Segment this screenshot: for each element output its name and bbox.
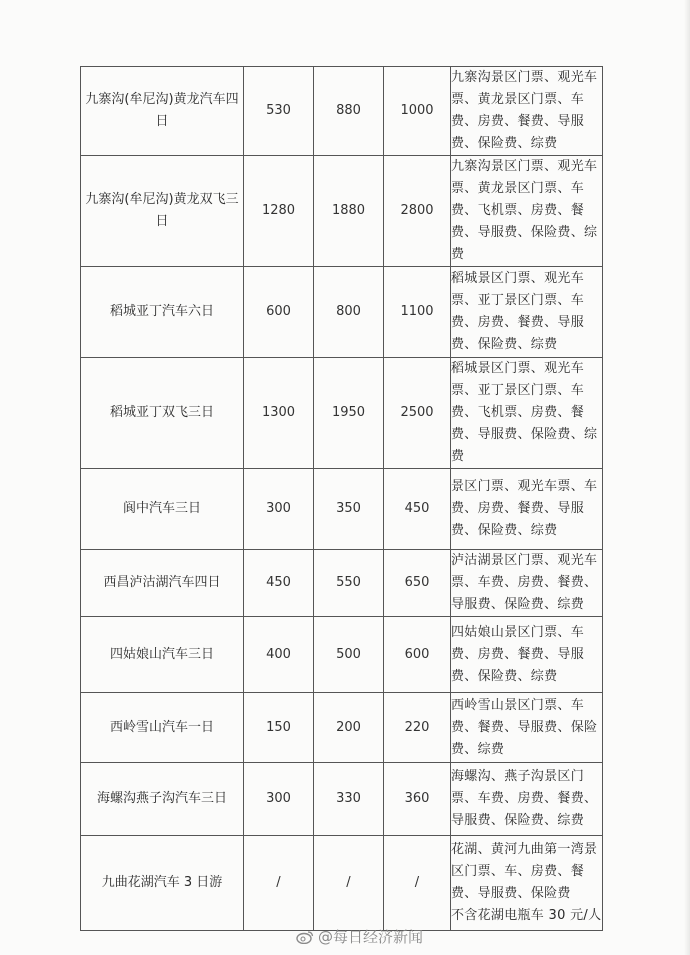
- includes-cell: 稻城景区门票、观光车票、亚丁景区门票、车费、房费、餐费、导服费、保险费、综费: [451, 267, 603, 358]
- price-cell-2: 330: [314, 763, 384, 836]
- price-cell-3: 220: [384, 693, 451, 763]
- table-row: [81, 836, 603, 931]
- includes-note: 不含花湖电瓶车 30 元/人: [451, 908, 602, 923]
- price-cell-2: 200: [314, 693, 384, 763]
- price-cell-3: 1000: [384, 67, 451, 156]
- price-cell-1: 1280: [244, 156, 314, 267]
- price-cell-2: 500: [314, 617, 384, 693]
- includes-cell: 九寨沟景区门票、观光车票、黄龙景区门票、车费、飞机票、房费、餐费、导服费、保险费、综费: [451, 156, 603, 267]
- route-name-cell: 九寨沟(牟尼沟)黄龙双飞三日: [81, 156, 244, 267]
- price-cell-1: 150: [244, 693, 314, 763]
- price-cell-3: 2500: [384, 358, 451, 469]
- tour-price-table: [80, 66, 603, 931]
- table-row: [81, 763, 603, 836]
- price-cell-3: 650: [384, 550, 451, 617]
- route-name-cell: 九寨沟(牟尼沟)黄龙汽车四日: [81, 67, 244, 156]
- route-name-cell: 稻城亚丁双飞三日: [81, 358, 244, 469]
- table-row: [81, 156, 603, 267]
- price-cell-2: 880: [314, 67, 384, 156]
- price-cell-1: 300: [244, 469, 314, 550]
- price-cell-3: 2800: [384, 156, 451, 267]
- includes-text: 花湖、黄河九曲第一湾景区门票、车、房费、餐费、导服费、保险费: [451, 842, 598, 901]
- price-cell-3: 600: [384, 617, 451, 693]
- route-name-cell: 海螺沟燕子沟汽车三日: [81, 763, 244, 836]
- price-cell-3: 1100: [384, 267, 451, 358]
- table-row: [81, 469, 603, 550]
- includes-cell: 海螺沟、燕子沟景区门票、车费、房费、餐费、导服费、保险费、综费: [451, 763, 603, 836]
- price-cell-1: /: [244, 836, 314, 931]
- includes-cell: 景区门票、观光车票、车费、房费、餐费、导服费、保险费、综费: [451, 469, 603, 550]
- price-cell-2: /: [314, 836, 384, 931]
- route-name-cell: 西昌泸沽湖汽车四日: [81, 550, 244, 617]
- table-row: [81, 67, 603, 156]
- price-cell-2: 350: [314, 469, 384, 550]
- table-row: [81, 358, 603, 469]
- price-cell-1: 1300: [244, 358, 314, 469]
- includes-cell: [451, 836, 603, 931]
- price-cell-2: 1950: [314, 358, 384, 469]
- price-cell-1: 530: [244, 67, 314, 156]
- table-row: [81, 550, 603, 617]
- price-cell-1: 400: [244, 617, 314, 693]
- route-name-cell: 西岭雪山汽车一日: [81, 693, 244, 763]
- price-cell-1: 450: [244, 550, 314, 617]
- price-cell-2: 1880: [314, 156, 384, 267]
- includes-cell: 四姑娘山景区门票、车费、房费、餐费、导服费、保险费、综费: [451, 617, 603, 693]
- price-cell-2: 550: [314, 550, 384, 617]
- price-cell-1: 300: [244, 763, 314, 836]
- price-cell-2: 800: [314, 267, 384, 358]
- includes-cell: 稻城景区门票、观光车票、亚丁景区门票、车费、飞机票、房费、餐费、导服费、保险费、综费: [451, 358, 603, 469]
- route-name-cell: 九曲花湖汽车 3 日游: [81, 836, 244, 931]
- route-name-cell: 阆中汽车三日: [81, 469, 244, 550]
- table-row: [81, 693, 603, 763]
- includes-cell: 西岭雪山景区门票、车费、餐费、导服费、保险费、综费: [451, 693, 603, 763]
- watermark-text: @每日经济新闻: [318, 928, 424, 946]
- weibo-watermark: [296, 926, 423, 947]
- price-cell-3: 450: [384, 469, 451, 550]
- page-edge-shadow: [684, 0, 690, 955]
- price-cell-3: 360: [384, 763, 451, 836]
- weibo-icon: [296, 930, 314, 944]
- price-cell-1: 600: [244, 267, 314, 358]
- price-cell-3: /: [384, 836, 451, 931]
- includes-cell: 九寨沟景区门票、观光车票、黄龙景区门票、车费、房费、餐费、导服费、保险费、综费: [451, 67, 603, 156]
- table-row: [81, 267, 603, 358]
- route-name-cell: 四姑娘山汽车三日: [81, 617, 244, 693]
- table-row: [81, 617, 603, 693]
- includes-cell: 泸沽湖景区门票、观光车票、车费、房费、餐费、导服费、保险费、综费: [451, 550, 603, 617]
- route-name-cell: 稻城亚丁汽车六日: [81, 267, 244, 358]
